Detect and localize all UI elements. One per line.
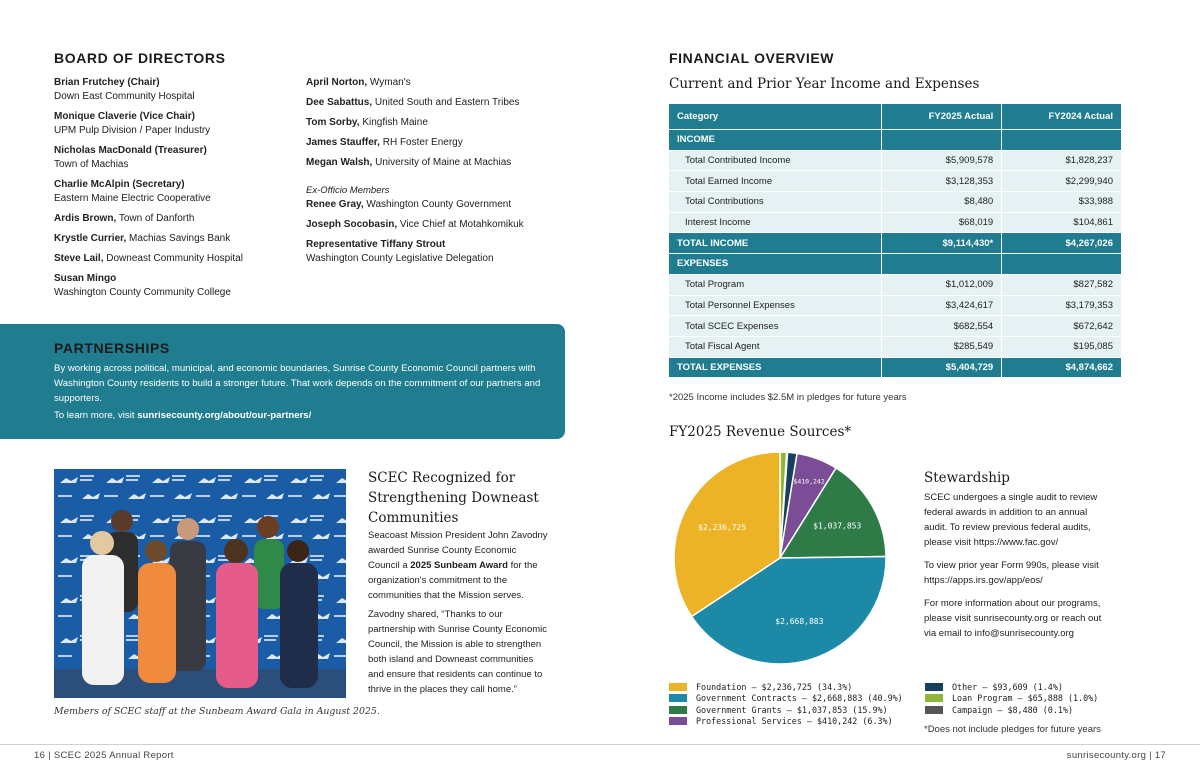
legend-item: [669, 716, 903, 728]
photo-caption: Members of SCEC staff at the Sunbeam Award Gala in August 2025.: [54, 706, 380, 717]
legend-item: [925, 704, 1098, 716]
legend-swatch: [669, 706, 687, 714]
financial-subtitle: Current and Prior Year Income and Expenses: [669, 76, 980, 92]
pie-label-government-grants: $1,037,853: [813, 521, 862, 531]
table-row: Interest Income $68,019 $104,861: [669, 212, 1122, 233]
expenses-section-row: EXPENSES: [669, 254, 1122, 275]
chart-title: FY2025 Revenue Sources*: [669, 424, 852, 440]
revenue-pie-chart: [660, 446, 900, 670]
article-paragraph-2: Zavodny shared, “Thanks to our partnership with Sunrise County Economic Council, the Mission is able to strengthen both island and Downeast communities and ensure that residents can continue to thrive in the places they call home.”: [368, 609, 548, 695]
financial-table: [668, 103, 1122, 378]
legend-item: [669, 704, 903, 716]
legend-item: [925, 681, 1098, 693]
header-category: Category: [669, 104, 882, 130]
legend-swatch: [669, 694, 687, 702]
income-section-row: INCOME: [669, 130, 1122, 151]
staff-photo: [54, 469, 346, 698]
article-title: SCEC Recognized for Strengthening Downeast Communities: [368, 470, 539, 526]
legend-label: Government Contracts — $2,668,883 (40.9%): [696, 693, 903, 704]
table-row: Total Program $1,012,009 $827,582: [669, 274, 1122, 295]
board-member: Renee Gray, Washington County Government: [306, 199, 512, 210]
chart-legend-left: [669, 681, 903, 727]
footer-right: sunrisecounty.org | 17: [1066, 750, 1166, 761]
table-row: Total Fiscal Agent $285,549 $195,085: [669, 336, 1122, 357]
board-member: Krystle Currier, Machias Savings Bank: [54, 233, 231, 244]
board-member: Nicholas MacDonald (Treasurer) Town of Machias: [54, 145, 207, 170]
income-footnote: *2025 Income includes $2.5M in pledges for future years: [669, 392, 907, 403]
board-column-1: [54, 76, 294, 306]
table-row: Total Contributed Income $5,909,578 $1,828,237: [669, 150, 1122, 171]
header-fy2024: FY2024 Actual: [1002, 104, 1122, 130]
stewardship-body: [924, 490, 1110, 641]
partnerships-body: By working across political, municipal, and economic boundaries, Sunrise County Economic Council partners with Washington County residents to build a stronger future. That work depends on the commitment of our partners and supporters.: [54, 363, 541, 404]
total-expenses-row: TOTAL EXPENSES $5,404,729 $4,874,662: [669, 357, 1122, 378]
pie-label-professional-services: $410,242: [793, 477, 825, 486]
board-member: April Norton, Wyman's: [306, 77, 411, 88]
stewardship-paragraph: To view prior year Form 990s, please visit https://apps.irs.gov/app/eos/: [924, 560, 1099, 586]
board-member: Steve Lail, Downeast Community Hospital: [54, 253, 243, 264]
legend-label: Foundation — $2,236,725 (34.3%): [696, 681, 853, 692]
ex-officio-label: Ex-Officio Members: [306, 185, 390, 196]
stewardship-title: Stewardship: [924, 470, 1010, 486]
table-row: Total SCEC Expenses $682,554 $672,642: [669, 316, 1122, 337]
table-row: Total Earned Income $3,128,353 $2,299,940: [669, 171, 1122, 192]
legend-swatch: [925, 683, 943, 691]
legend-swatch: [925, 706, 943, 714]
total-income-row: TOTAL INCOME $9,114,430* $4,267,026: [669, 233, 1122, 254]
staff-photo-illustration: [54, 469, 346, 698]
board-member: Monique Claverie (Vice Chair) UPM Pulp Division / Paper Industry: [54, 111, 211, 136]
stewardship-paragraph: For more information about our programs, please visit sunrisecounty.org or reach out via email to info@sunrisecounty.org: [924, 598, 1102, 639]
header-fy2025: FY2025 Actual: [882, 104, 1002, 130]
partnerships-learn-more: To learn more, visit sunrisecounty.org/about/our-partners/: [54, 410, 312, 421]
board-member: Tom Sorby, Kingfish Maine: [306, 117, 428, 128]
partnerships-title: PARTNERSHIPS: [54, 340, 170, 356]
legend-item: [925, 693, 1098, 705]
legend-label: Campaign — $8,480 (0.1%): [952, 704, 1074, 715]
board-member: Ardis Brown, Town of Danforth: [54, 213, 195, 224]
legend-label: Loan Program — $65,888 (1.0%): [952, 693, 1099, 704]
legend-swatch: [669, 683, 687, 691]
article-paragraph-1: Seacoast Mission President John Zavodny awarded Sunrise County Economic Council a 2025 Sunbeam Award for the organization's commitment to the communities that the Mission serves.: [368, 530, 548, 601]
board-column-2: [306, 76, 556, 266]
legend-swatch: [669, 717, 687, 725]
board-member: Susan Mingo Washington County Community College: [54, 273, 231, 298]
pie-label-government-contracts: $2,668,883: [775, 616, 824, 626]
board-member: Dee Sabattus, United South and Eastern Tribes: [306, 97, 520, 108]
table-row: Total Contributions $8,480 $33,988: [669, 192, 1122, 213]
footer-left: 16 | SCEC 2025 Annual Report: [34, 750, 174, 761]
board-member: Megan Walsh, University of Maine at Machias: [306, 157, 512, 168]
stewardship-paragraph: SCEC undergoes a single audit to review federal awards in addition to an annual audit. To review previous federal audits, please visit https://www.fac.gov/: [924, 492, 1098, 548]
legend-label: Other — $93,609 (1.4%): [952, 681, 1063, 692]
financial-title: FINANCIAL OVERVIEW: [669, 50, 835, 66]
footer-divider: [0, 744, 1200, 745]
chart-footnote: *Does not include pledges for future years: [924, 724, 1101, 735]
legend-item: [669, 681, 903, 693]
legend-label: Professional Services — $410,242 (6.3%): [696, 716, 893, 727]
legend-label: Government Grants — $1,037,853 (15.9%): [696, 704, 888, 715]
board-member: Joseph Socobasin, Vice Chief at Motahkomikuk: [306, 219, 524, 230]
partners-link[interactable]: sunrisecounty.org/about/our-partners/: [137, 410, 312, 421]
board-member: Charlie McAlpin (Secretary) Eastern Maine Electric Cooperative: [54, 179, 211, 204]
article-body: [368, 528, 548, 697]
legend-item: [669, 693, 903, 705]
board-title: BOARD OF DIRECTORS: [54, 50, 226, 66]
table-row: Total Personnel Expenses $3,424,617 $3,179,353: [669, 295, 1122, 316]
board-member: James Stauffer, RH Foster Energy: [306, 137, 463, 148]
pie-label-foundation: $2,236,725: [698, 522, 747, 532]
board-member: Representative Tiffany Strout Washington County Legislative Delegation: [306, 239, 494, 264]
legend-swatch: [925, 694, 943, 702]
chart-legend-right: [925, 681, 1098, 716]
partnerships-panel: [0, 324, 565, 439]
board-member: Brian Frutchey (Chair) Down East Community Hospital: [54, 77, 195, 102]
